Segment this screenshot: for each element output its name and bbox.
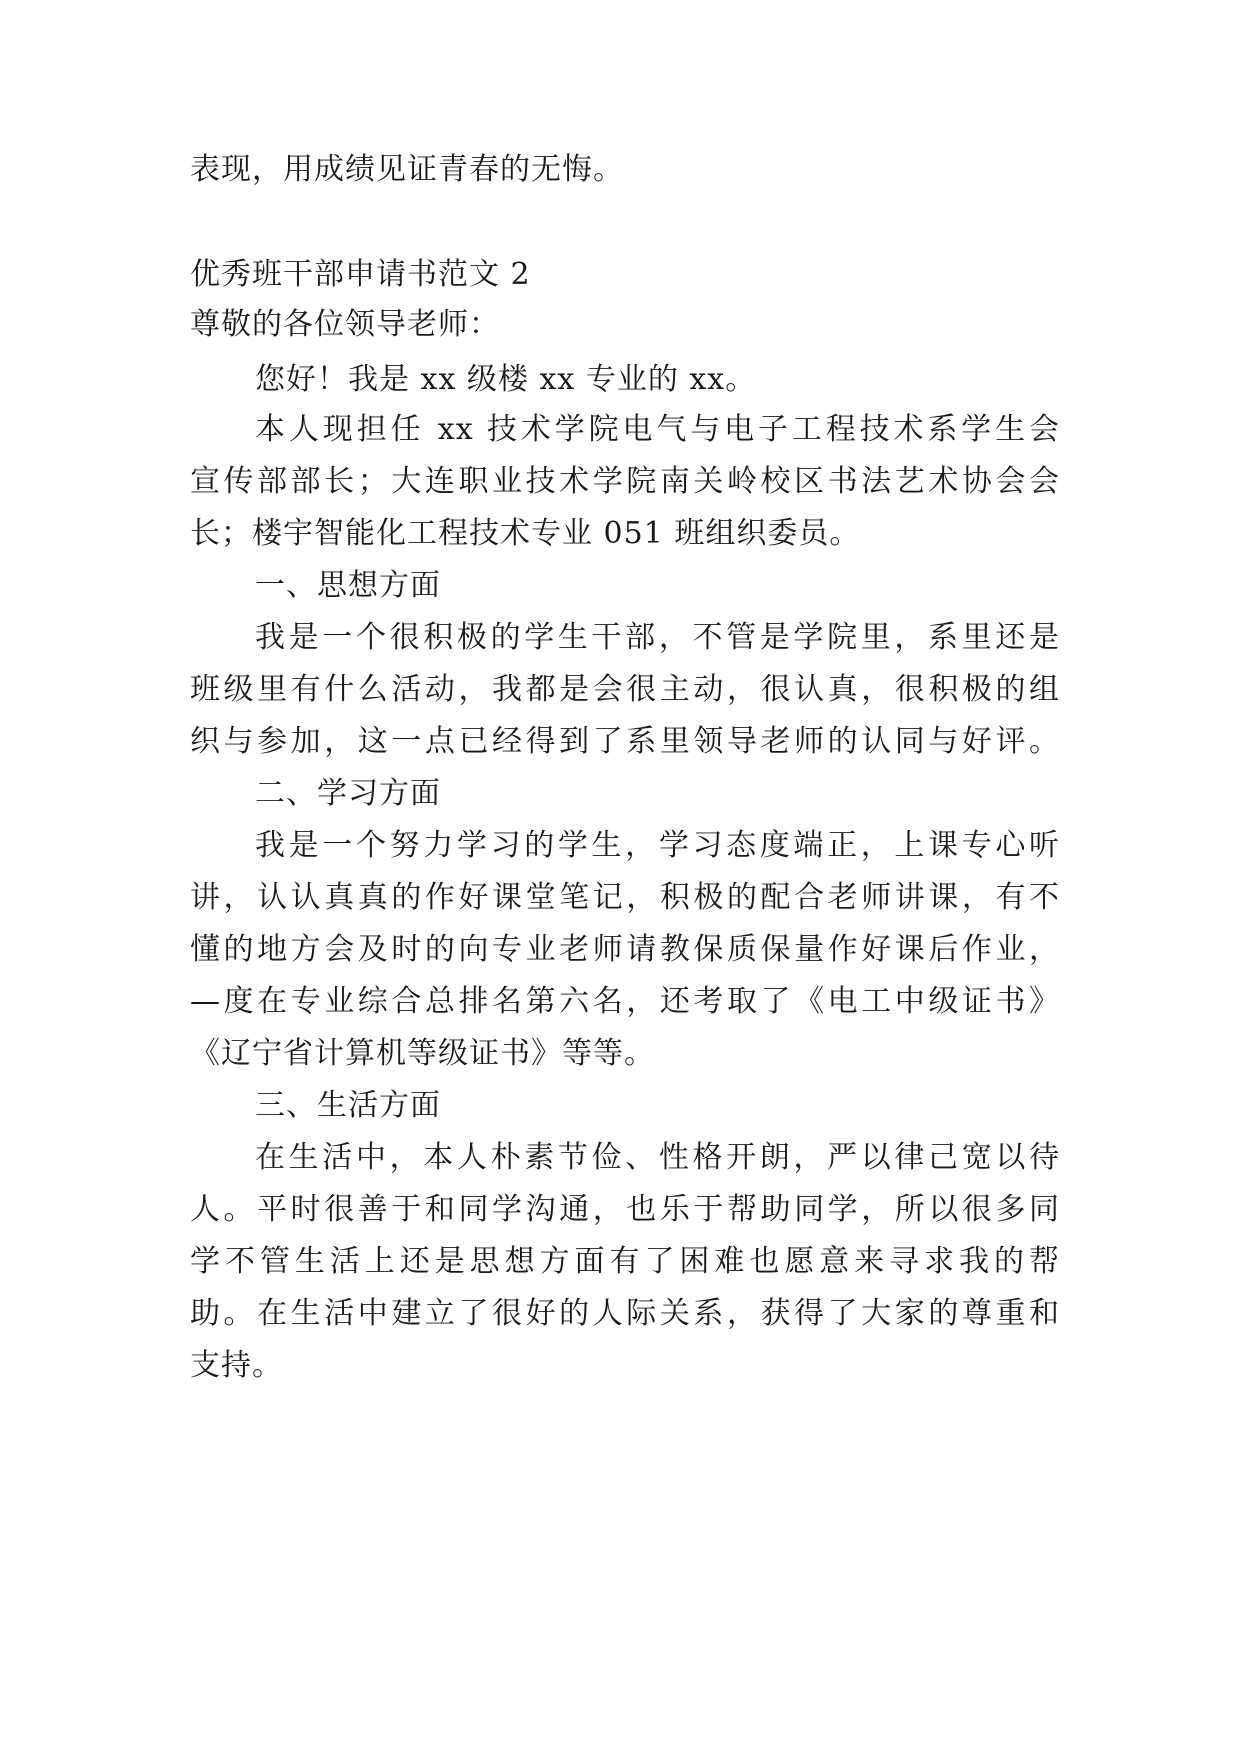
study-line: 讲，认认真真的作好课堂笔记，积极的配合老师讲课，有不 [190,880,1060,915]
life-line: 在生活中，本人朴素节俭、性格开朗，严以律己宽以待 [255,1140,1060,1175]
life-line: 助。在生活中建立了很好的人际关系，获得了大家的尊重和 [190,1296,1060,1331]
opening-line: 表现，用成绩见证青春的无悔。 [190,152,624,187]
study-line: 懂的地方会及时的向专业老师请教保质保量作好课后作业， [190,932,1060,967]
greeting-paragraph: 您好！我是 xx 级楼 xx 专业的 xx。 [255,362,757,397]
thought-line: 我是一个很积极的学生干部，不管是学院里，系里还是 [255,620,1060,655]
intro-line: 宣传部部长；大连职业技术学院南关岭校区书法艺术协会会 [190,464,1060,499]
heading-study: 二、学习方面 [255,776,441,811]
heading-thought: 一、思想方面 [255,568,441,603]
heading-life: 三、生活方面 [255,1088,441,1123]
study-line: 我是一个努力学习的学生，学习态度端正，上课专心听 [255,828,1060,863]
salutation: 尊敬的各位领导老师： [190,307,500,342]
thought-line: 织与参加，这一点已经得到了系里领导老师的认同与好评。 [190,724,1060,759]
section-title: 优秀班干部申请书范文 2 [190,257,531,292]
life-line: 学不管生活上还是思想方面有了困难也愿意来寻求我的帮 [190,1244,1060,1279]
life-line: 支持。 [190,1348,283,1383]
intro-line: 长；楼宇智能化工程技术专业 051 班组织委员。 [190,516,861,551]
study-line: 《辽宁省计算机等级证书》等等。 [190,1036,655,1071]
life-line: 人。平时很善于和同学沟通，也乐于帮助同学，所以很多同 [190,1192,1060,1227]
thought-line: 班级里有什么活动，我都是会很主动，很认真，很积极的组 [190,672,1060,707]
intro-line: 本人现担任 xx 技术学院电气与电子工程技术系学生会 [255,412,1060,447]
study-line: —度在专业综合总排名第六名，还考取了《电工中级证书》 [190,984,1060,1019]
